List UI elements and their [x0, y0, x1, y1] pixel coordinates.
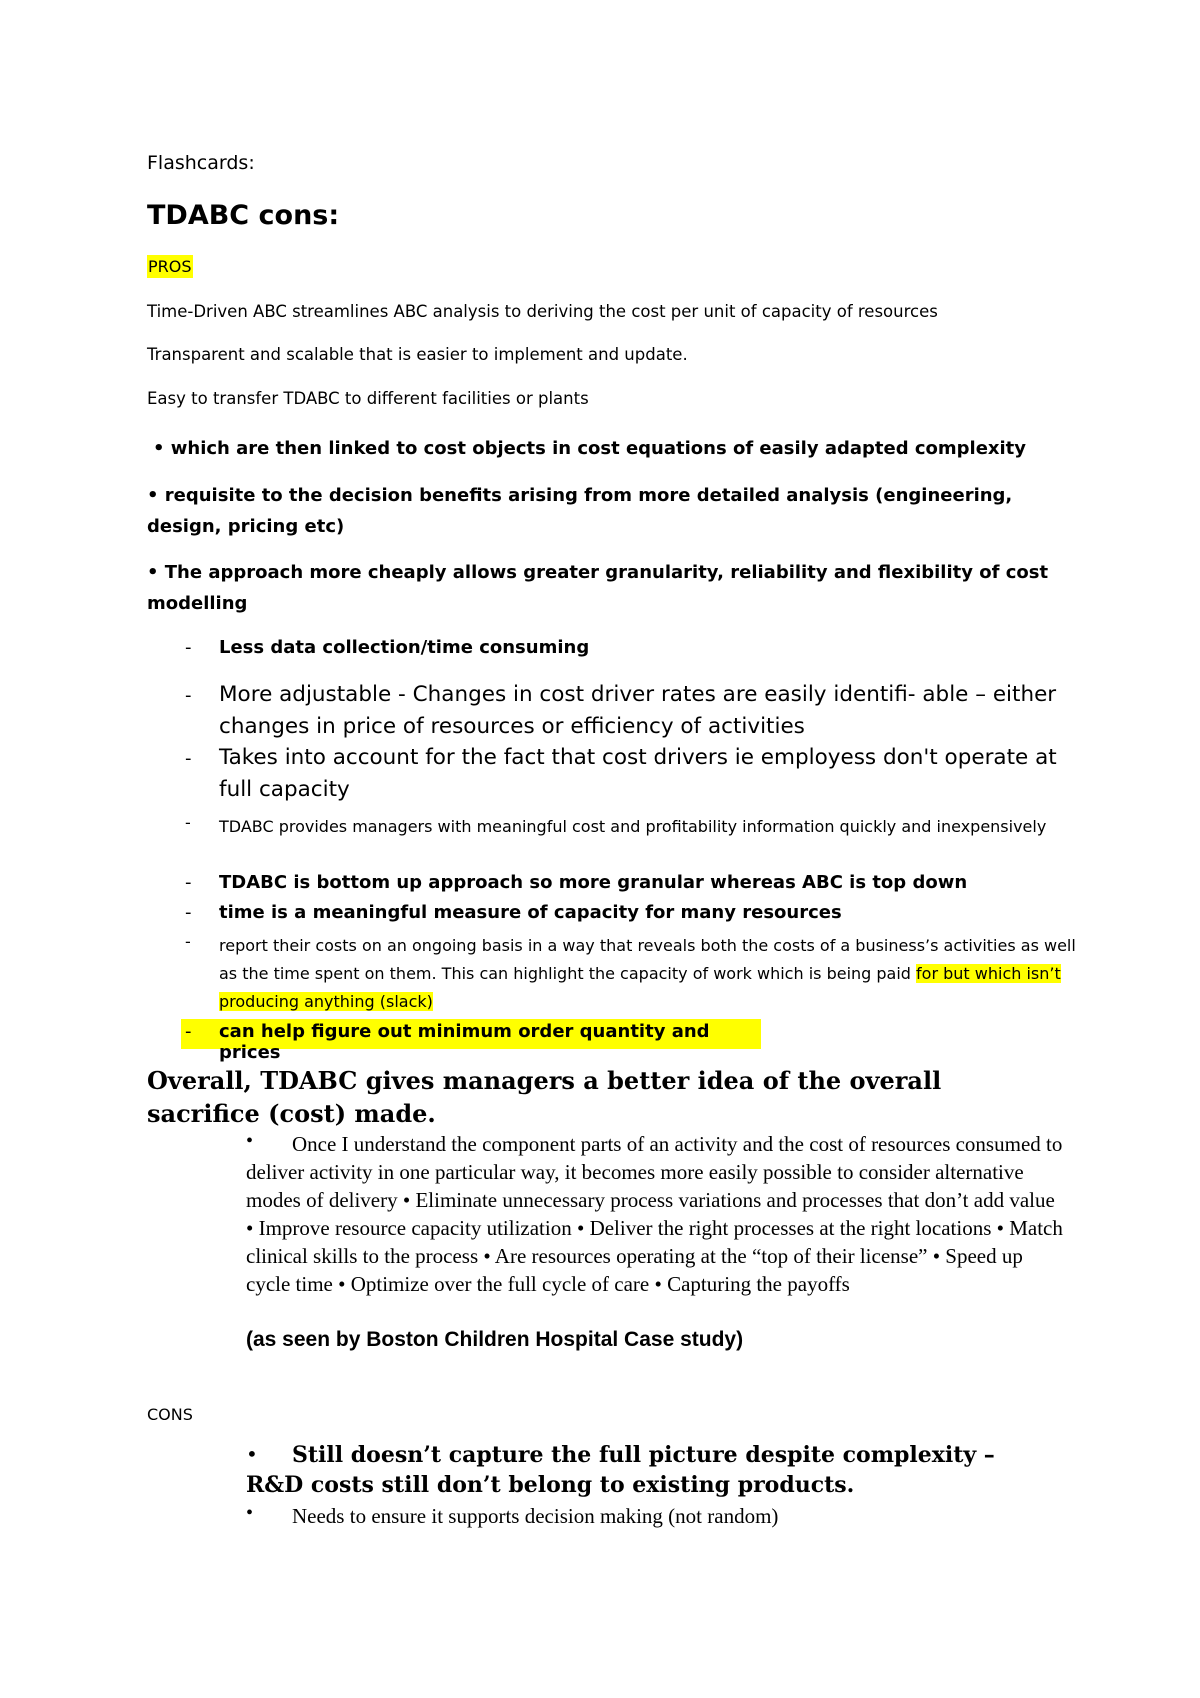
- list-item-text: More adjustable - Changes in cost driver rates are easily identifi- able – either changes in price of resources or efficiency of activities: [219, 682, 1057, 739]
- cons-label: CONS: [147, 1405, 193, 1424]
- bold-bullet: • requisite to the decision benefits arising from more detailed analysis (engineering, design, pricing etc): [147, 485, 1013, 537]
- pros-line: Easy to transfer TDABC to different facilities or plants: [147, 389, 589, 408]
- page-title: TDABC cons:: [147, 200, 340, 231]
- cons-item-text: Needs to ensure it supports decision making (not random): [292, 1504, 779, 1528]
- list-item-text: [219, 932, 1085, 1016]
- bold-bullet: • The approach more cheaply allows greater granularity, reliability and flexibility of cost modelling: [147, 562, 1049, 614]
- pros-line: Time-Driven ABC streamlines ABC analysis to deriving the cost per unit of capacity of resources: [147, 302, 938, 321]
- bold-bullet: • which are then linked to cost objects in cost equations of easily adapted complexity: [153, 438, 1027, 459]
- bullet-marker: •: [246, 1502, 254, 1524]
- list-item-text: Takes into account for the fact that cost drivers ie employess don't operate at full capacity: [219, 745, 1057, 802]
- slack-highlight: for but which isn’t producing anything (slack): [219, 964, 1061, 1011]
- dash-marker: -: [185, 872, 192, 893]
- list-item-text: TDABC provides managers with meaningful cost and profitability information quickly and inexpensively: [219, 817, 1047, 836]
- list-item-text: Less data collection/time consuming: [219, 637, 590, 658]
- pros-label: PROS: [148, 257, 192, 276]
- cons-item: [246, 1440, 1046, 1500]
- list-item-text: can help figure out minimum order quantity and prices: [219, 1021, 710, 1063]
- dash-marker: -: [185, 637, 192, 658]
- bullet-marker: •: [246, 1442, 258, 1466]
- list-item: [181, 1019, 761, 1063]
- cons-item: [246, 1502, 1046, 1530]
- bullet-marker: •: [246, 1130, 254, 1152]
- dash-marker: -: [185, 748, 192, 769]
- cons-item-text: Still doesn’t capture the full picture despite complexity – R&D costs still don’t belong to existing products.: [246, 1442, 995, 1498]
- slack-text: report their costs on an ongoing basis in a way that reveals both the costs of a business’s activities as well as the time spent on them. This can highlight the capacity of work which is being paid: [219, 936, 1076, 983]
- dash-marker: -: [185, 902, 192, 923]
- overall-heading: Overall, TDABC gives managers a better idea of the overall sacrifice (cost) made.: [147, 1066, 942, 1128]
- dash-marker: -: [185, 685, 192, 706]
- list-item-text: time is a meaningful measure of capacity for many resources: [219, 902, 842, 923]
- list-item-text: TDABC is bottom up approach so more granular whereas ABC is top down: [219, 872, 968, 893]
- overall-bullet: [246, 1130, 1066, 1298]
- doc-header: Flashcards:: [147, 152, 255, 174]
- dash-marker: -: [185, 813, 191, 832]
- overall-paragraph: Once I understand the component parts of an activity and the cost of resources consumed to deliver activity in one particular way, it becomes more easily possible to consider alternative modes of delivery • Eliminate unnecessary process variations and processes that don’t add value • Improve resource capacity utilization • Deliver the right processes at the right locations • Match clinical skills to the process • Are resources operating at the “top of their license” • Speed up cycle time • Optimize over the full cycle of care • Capturing the payoffs: [246, 1132, 1063, 1296]
- dash-marker: -: [185, 1021, 192, 1042]
- dash-marker: -: [185, 932, 191, 951]
- pros-line: Transparent and scalable that is easier to implement and update.: [147, 345, 688, 364]
- case-note: (as seen by Boston Children Hospital Case study): [246, 1328, 744, 1351]
